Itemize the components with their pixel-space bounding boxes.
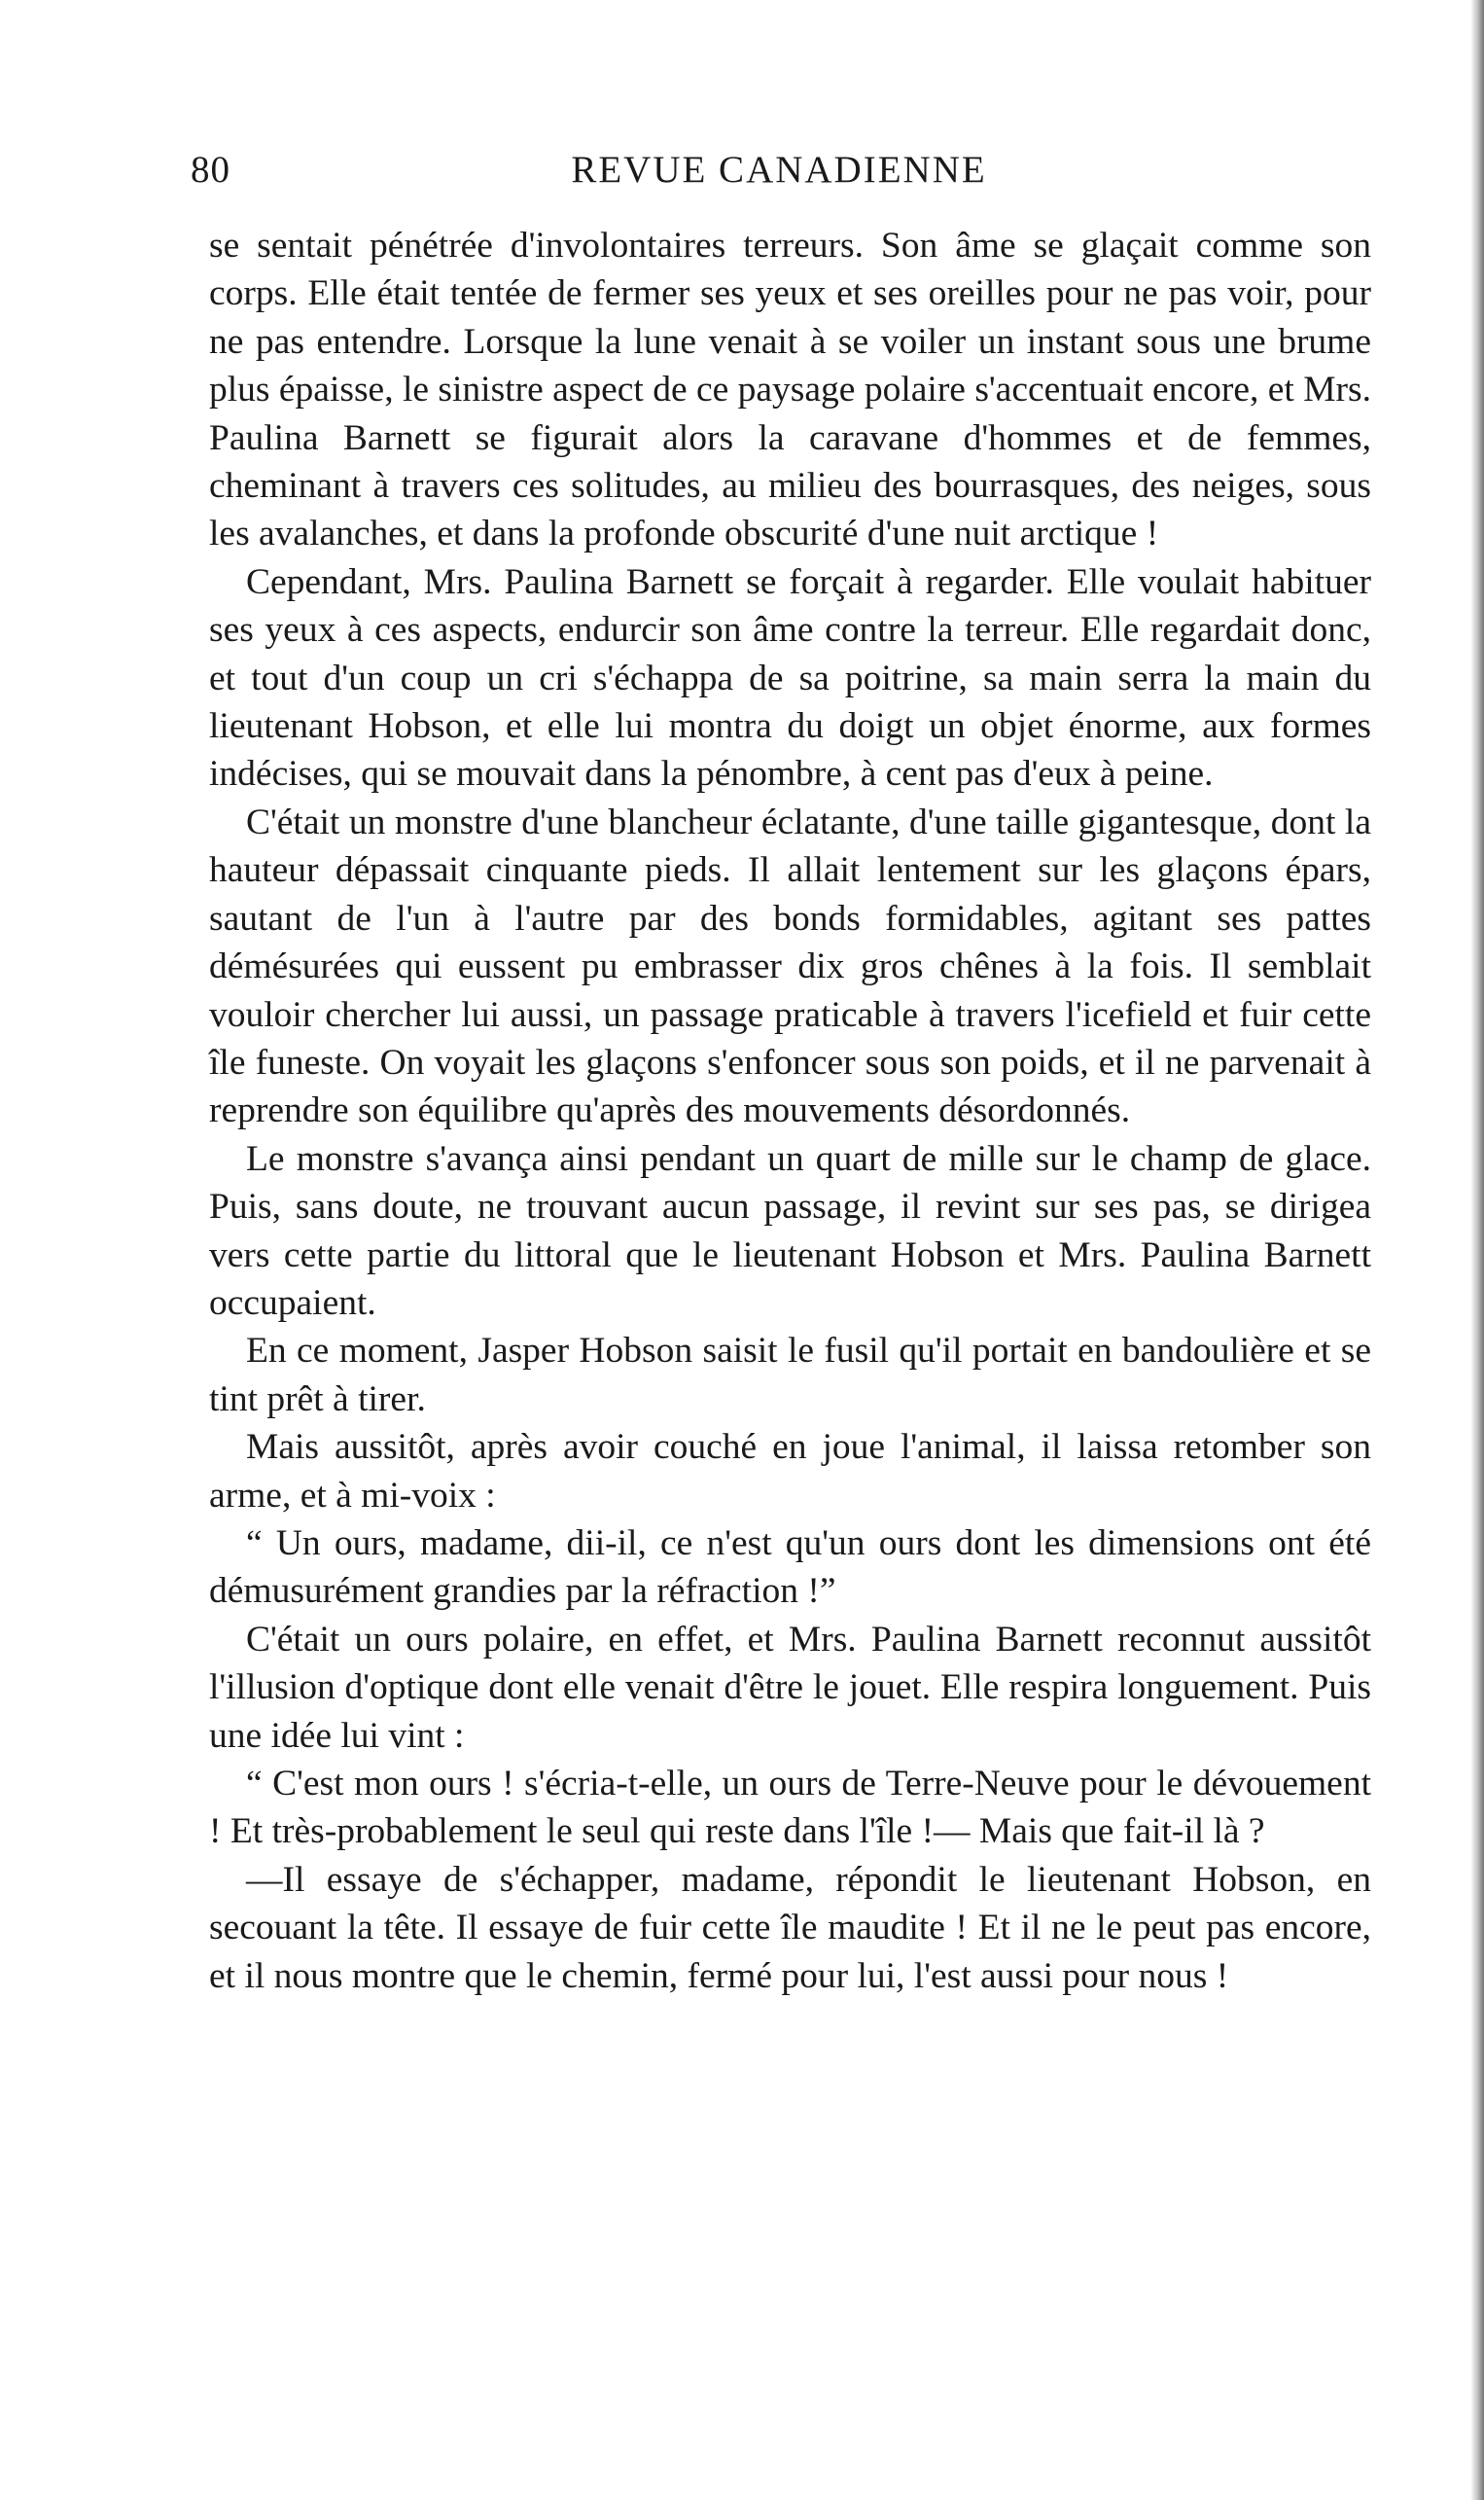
paragraph: En ce moment, Jasper Hobson saisit le fusil qu'il portait en bandoulière et se tint prêt à tirer.	[209, 1331, 1371, 1419]
body-text	[209, 222, 1371, 2000]
page-number: 80	[191, 149, 230, 191]
paragraph: —Il essaye de s'échapper, madame, répondit le lieutenant Hobson, en secouant la tête. Il essaye de fuir cette île maudite ! Et il ne le peut pas encore, et il nous montre que le chemin, fermé pour lui, l'est aussi pour nous !	[209, 1859, 1371, 1996]
page-header	[191, 148, 1367, 206]
paragraph: C'était un ours polaire, en effet, et Mrs. Paulina Barnett reconnut aussitôt l'illusion d'optique dont elle venait d'être le jouet. Elle respira longuement. Puis une idée lui vint :	[209, 1619, 1371, 1756]
paragraph-continued: se sentait pénétrée d'involontaires terreurs. Son âme se glaçait comme son corps. Elle était tentée de fermer ses yeux et ses oreilles pour ne pas voir, pour ne pas entendre. Lorsque la lune venait à se voiler un instant sous une brume plus épaisse, le sinistre aspect de ce paysage polaire s'accentuait encore, et Mrs. Paulina Barnett se figurait alors la caravane d'hommes et de femmes, cheminant à travers ces solitudes, au milieu des bourrasques, des neiges, sous les avalanches, et dans la profonde obscurité d'une nuit arctique !	[209, 226, 1371, 554]
paragraph: Le monstre s'avança ainsi pendant un quart de mille sur le champ de glace. Puis, sans doute, ne trouvant aucun passage, il revint sur ses pas, se dirigea vers cette partie du littoral que le lieutenant Hobson et Mrs. Paulina Barnett occupaient.	[209, 1138, 1371, 1323]
paragraph: Cependant, Mrs. Paulina Barnett se forçait à regarder. Elle voulait habituer ses yeux à ces aspects, endurcir son âme contre la terreur. Elle regardait donc, et tout d'un coup un cri s'échappa de sa poitrine, sa main serra la main du lieutenant Hobson, et elle lui montra du doigt un objet énorme, aux formes indécises, qui se mouvait dans la pénombre, à cent pas d'eux à peine.	[209, 561, 1371, 795]
paragraph: C'était un monstre d'une blancheur éclatante, d'une taille gigantesque, dont la hauteur dépassait cinquante pieds. Il allait lentement sur les glaçons épars, sautant de l'un à l'autre par des bonds formidables, agitant ses pattes démésurées qui eussent pu embrasser dix gros chênes à la fois. Il semblait vouloir chercher lui aussi, un passage praticable à travers l'icefield et fuir cette île funeste. On voyait les glaçons s'enfoncer sous son poids, et il ne parvenait à reprendre son équilibre qu'après des mouvements désordonnés.	[209, 802, 1371, 1131]
running-title: REVUE CANADIENNE	[571, 149, 987, 191]
paragraph: “ Un ours, madame, dii-il, ce n'est qu'un ours dont les dimensions ont été démusurément grandies par la réfraction !”	[209, 1522, 1371, 1612]
paragraph: Mais aussitôt, après avoir couché en joue l'animal, il laissa retomber son arme, et à mi-voix :	[209, 1427, 1371, 1516]
paragraph: “ C'est mon ours ! s'écria-t-elle, un ours de Terre-Neuve pour le dévouement ! Et très-probablement le seul qui reste dans l'île !— Mais que fait-il là ?	[209, 1764, 1371, 1852]
page-edge-shadow	[1470, 0, 1484, 2500]
